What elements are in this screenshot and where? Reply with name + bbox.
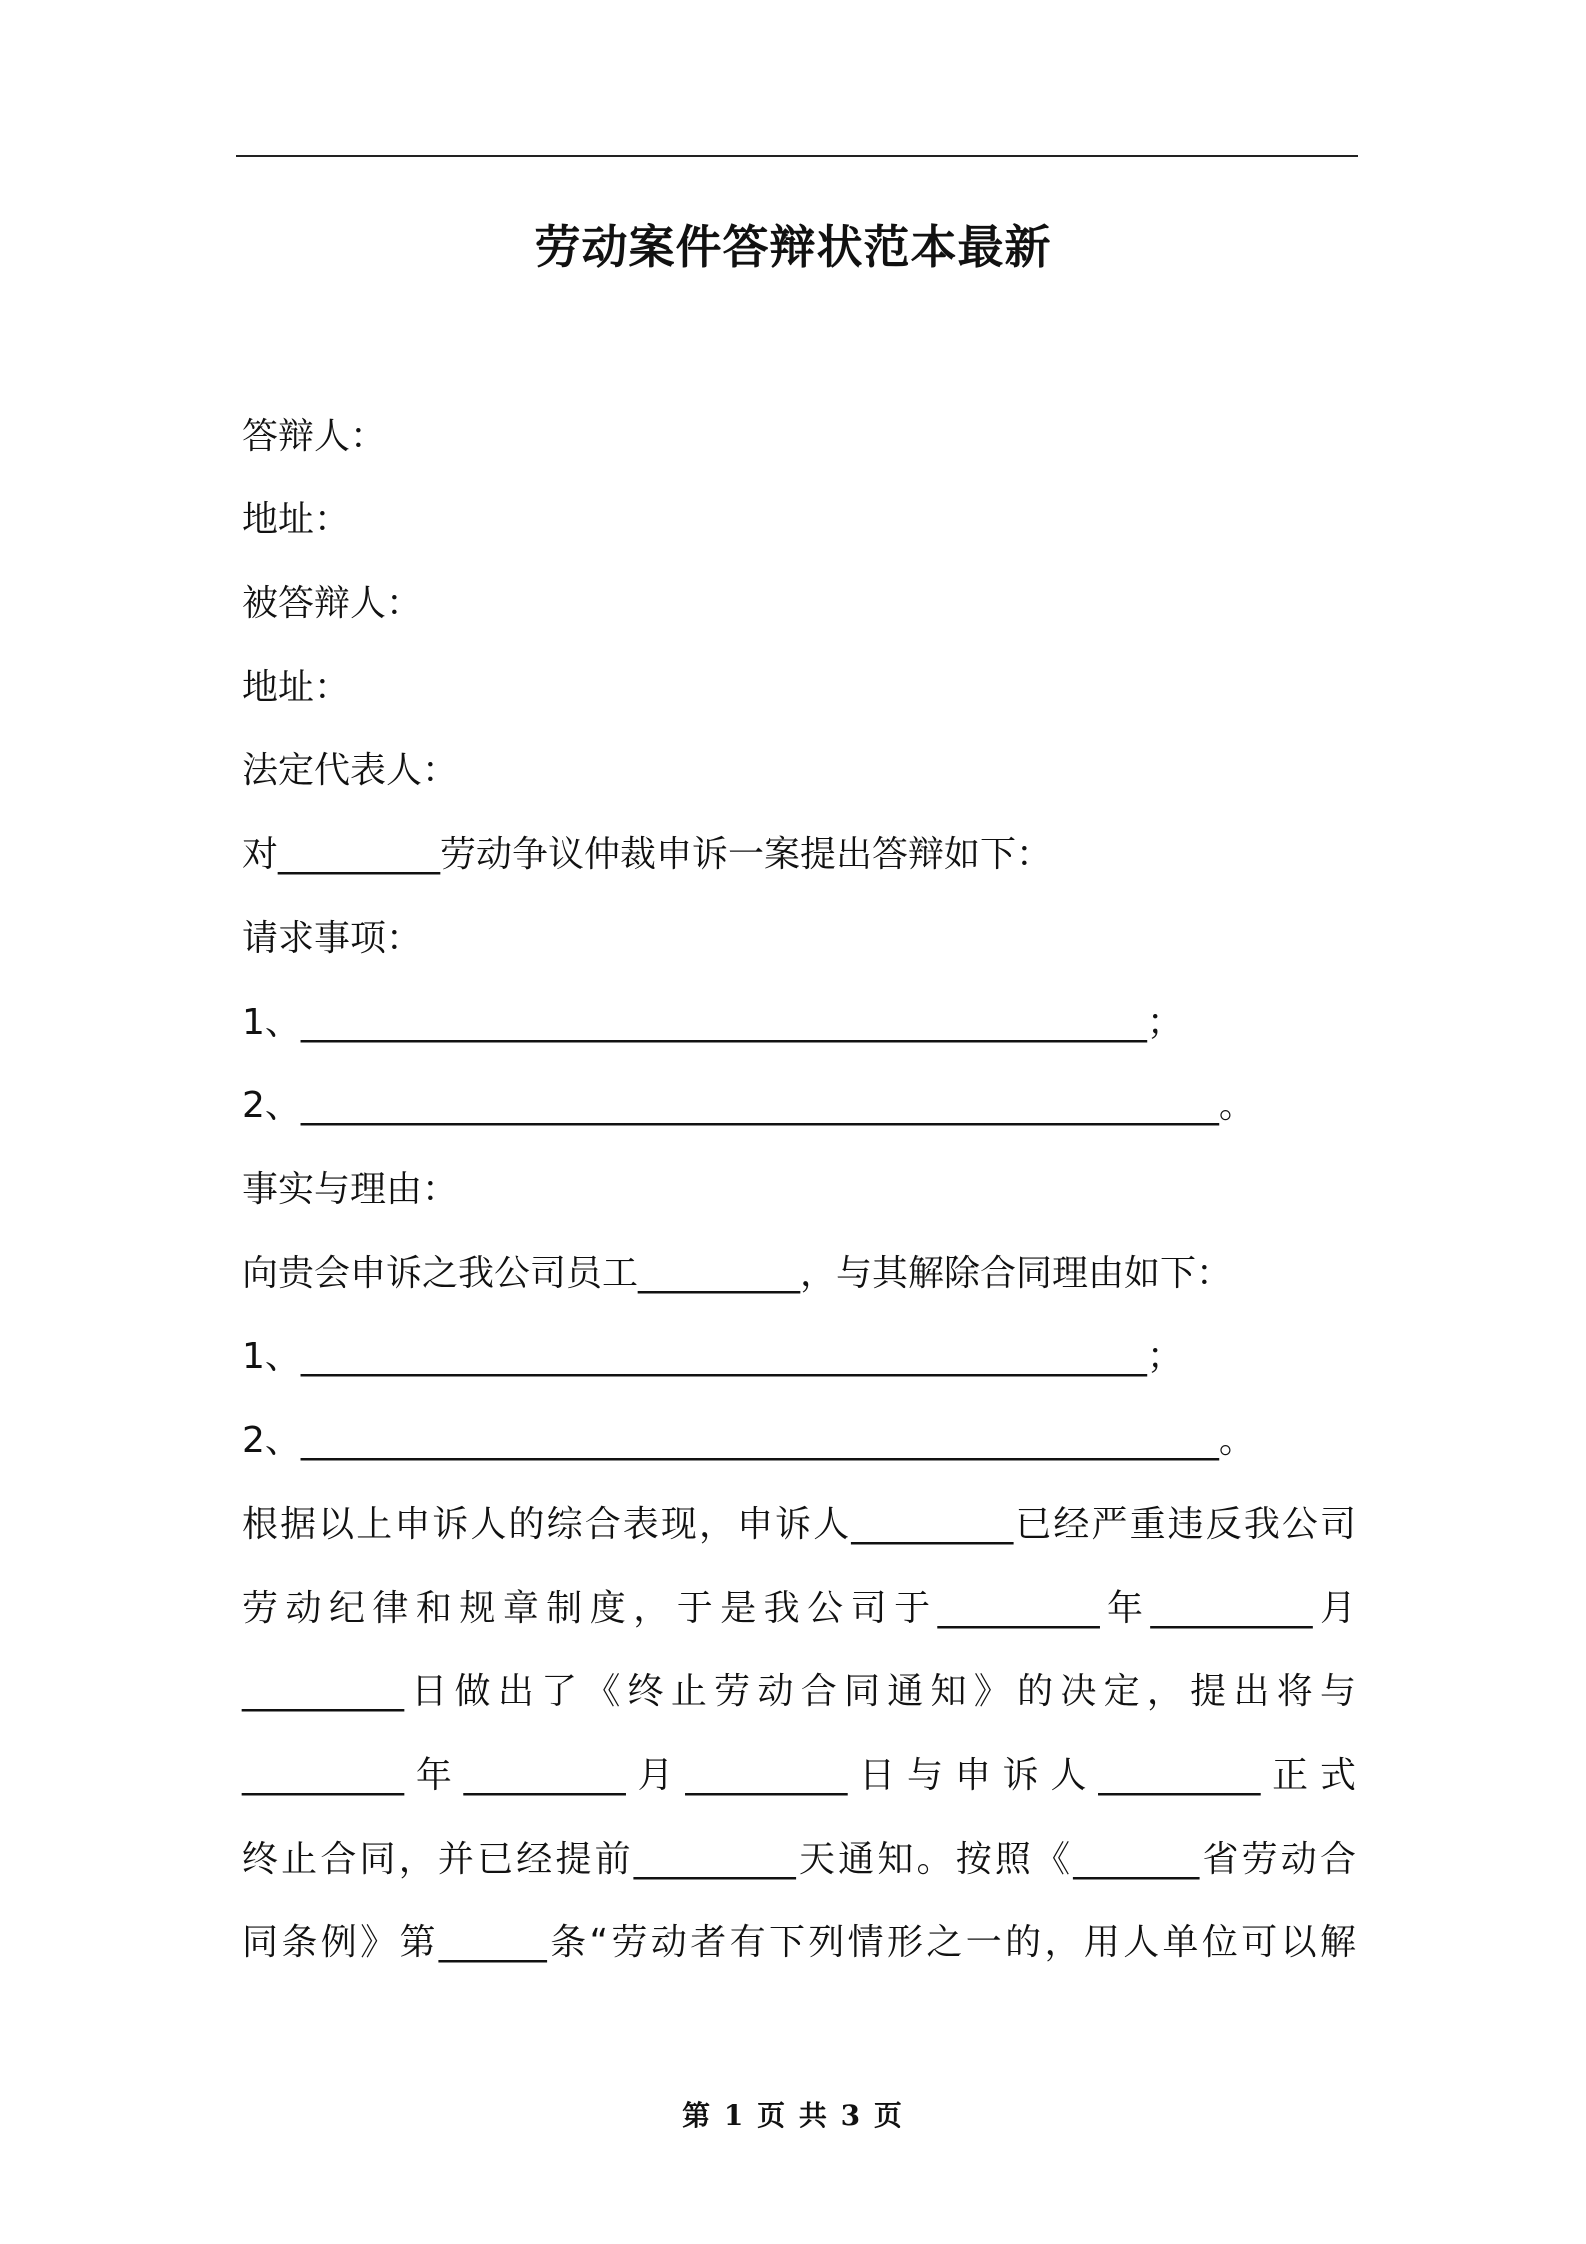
line-respondent: 答辩人：	[242, 416, 387, 457]
paragraph-line-3: _________日做出了《终止劳动合同通知》的决定，提出将与	[242, 1671, 1356, 1712]
header-rule	[236, 155, 1358, 157]
line-claimant: 被答辩人：	[242, 583, 423, 624]
paragraph-line-1: 根据以上申诉人的综合表现，申诉人_________已经严重违反我公司	[242, 1504, 1356, 1545]
line-facts-heading: 事实与理由：	[242, 1169, 459, 1210]
line-requests-heading: 请求事项：	[242, 918, 423, 959]
paragraph-line-4: _________年_________月_________日与申诉人_________正式	[242, 1755, 1356, 1796]
document-title: 劳动案件答辩状范本最新	[534, 220, 1052, 274]
line-request-2: 2、___________________________________________________。	[242, 1085, 1255, 1126]
line-case-intro: 对_________劳动争议仲裁申诉一案提出答辩如下：	[242, 834, 1053, 875]
line-address-1: 地址：	[242, 499, 351, 540]
line-legal-rep: 法定代表人：	[242, 750, 459, 791]
line-reason-1: 1、_______________________________________________；	[242, 1336, 1183, 1377]
line-address-2: 地址：	[242, 667, 351, 708]
paragraph-line-5: 终止合同，并已经提前_________天通知。按照《_______省劳动合	[242, 1839, 1356, 1880]
line-reason-2: 2、___________________________________________________。	[242, 1420, 1255, 1461]
page-number: 第 1 页 共 3 页	[682, 2099, 904, 2132]
paragraph-line-6: 同条例》第______条“劳动者有下列情形之一的，用人单位可以解	[242, 1922, 1356, 1963]
line-request-1: 1、_______________________________________________；	[242, 1002, 1183, 1043]
paragraph-line-2: 劳动纪律和规章制度，于是我公司于_________年_________月	[242, 1588, 1356, 1629]
line-facts-intro: 向贵会申诉之我公司员工_________，与其解除合同理由如下：	[242, 1253, 1233, 1294]
